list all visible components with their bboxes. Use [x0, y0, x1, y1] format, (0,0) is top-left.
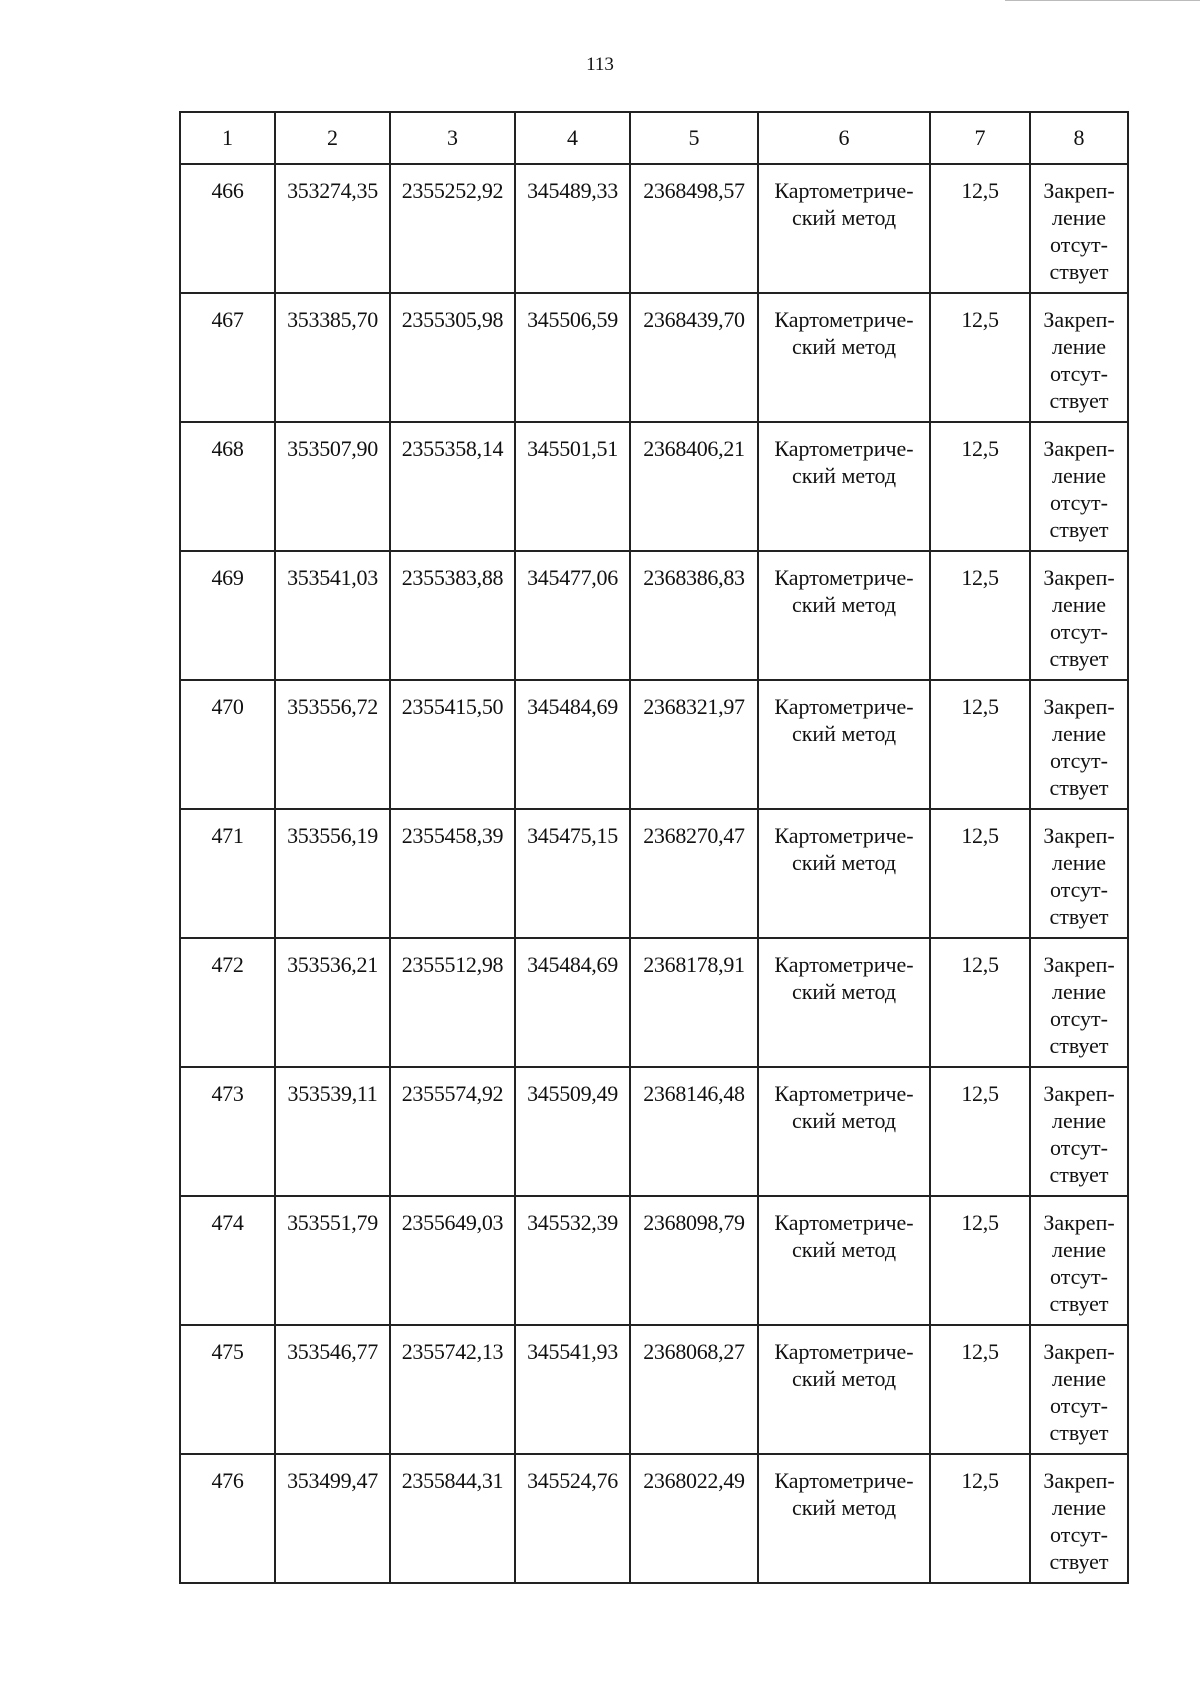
point-number-cell: 469 [180, 551, 275, 680]
coordinate-cell: 353556,19 [275, 809, 390, 938]
method-cell: Картометриче- ский метод [758, 422, 930, 551]
coordinate-cell: 2368270,47 [630, 809, 758, 938]
coordinate-cell: 353539,11 [275, 1067, 390, 1196]
coordinate-cell: 2355742,13 [390, 1325, 515, 1454]
accuracy-cell: 12,5 [930, 809, 1030, 938]
coordinate-cell: 353385,70 [275, 293, 390, 422]
table-body [180, 164, 1128, 1583]
point-number-cell: 476 [180, 1454, 275, 1583]
coordinate-cell: 345501,51 [515, 422, 630, 551]
fixation-cell: Закреп- ление отсут- ствует [1030, 1067, 1128, 1196]
coordinate-cell: 2355512,98 [390, 938, 515, 1067]
coordinate-cell: 345541,93 [515, 1325, 630, 1454]
method-cell: Картометриче- ский метод [758, 293, 930, 422]
point-number-cell: 466 [180, 164, 275, 293]
coordinate-cell: 2355574,92 [390, 1067, 515, 1196]
fixation-cell: Закреп- ление отсут- ствует [1030, 809, 1128, 938]
coordinate-cell: 353536,21 [275, 938, 390, 1067]
table-row [180, 164, 1128, 293]
coordinate-cell: 2368439,70 [630, 293, 758, 422]
column-header: 2 [275, 112, 390, 164]
coordinate-cell: 345477,06 [515, 551, 630, 680]
column-header: 5 [630, 112, 758, 164]
method-cell: Картометриче- ский метод [758, 551, 930, 680]
table-header-row [180, 112, 1128, 164]
method-cell: Картометриче- ский метод [758, 680, 930, 809]
accuracy-cell: 12,5 [930, 1325, 1030, 1454]
accuracy-cell: 12,5 [930, 551, 1030, 680]
fixation-cell: Закреп- ление отсут- ствует [1030, 1325, 1128, 1454]
method-cell: Картометриче- ский метод [758, 1325, 930, 1454]
accuracy-cell: 12,5 [930, 680, 1030, 809]
table-row [180, 1067, 1128, 1196]
accuracy-cell: 12,5 [930, 293, 1030, 422]
coordinate-cell: 353507,90 [275, 422, 390, 551]
point-number-cell: 468 [180, 422, 275, 551]
table-row [180, 680, 1128, 809]
method-cell: Картометриче- ский метод [758, 1454, 930, 1583]
fixation-cell: Закреп- ление отсут- ствует [1030, 551, 1128, 680]
column-header: 1 [180, 112, 275, 164]
coordinate-cell: 2355305,98 [390, 293, 515, 422]
coordinate-cell: 2355415,50 [390, 680, 515, 809]
coordinate-cell: 2368406,21 [630, 422, 758, 551]
coordinate-cell: 2368386,83 [630, 551, 758, 680]
table-row [180, 1196, 1128, 1325]
table-row [180, 422, 1128, 551]
method-cell: Картометриче- ский метод [758, 1067, 930, 1196]
fixation-cell: Закреп- ление отсут- ствует [1030, 938, 1128, 1067]
coordinate-cell: 2368321,97 [630, 680, 758, 809]
coordinate-cell: 345532,39 [515, 1196, 630, 1325]
fixation-cell: Закреп- ление отсут- ствует [1030, 293, 1128, 422]
point-number-cell: 471 [180, 809, 275, 938]
point-number-cell: 475 [180, 1325, 275, 1454]
column-header: 6 [758, 112, 930, 164]
column-header: 4 [515, 112, 630, 164]
point-number-cell: 467 [180, 293, 275, 422]
coordinate-cell: 353499,47 [275, 1454, 390, 1583]
fixation-cell: Закреп- ление отсут- ствует [1030, 164, 1128, 293]
accuracy-cell: 12,5 [930, 164, 1030, 293]
method-cell: Картометриче- ский метод [758, 809, 930, 938]
method-cell: Картометриче- ский метод [758, 164, 930, 293]
coordinate-cell: 345484,69 [515, 938, 630, 1067]
page-number: 113 [586, 54, 614, 75]
method-cell: Картометриче- ский метод [758, 938, 930, 1067]
table-row [180, 1325, 1128, 1454]
point-number-cell: 470 [180, 680, 275, 809]
table-row [180, 293, 1128, 422]
coordinate-cell: 353546,77 [275, 1325, 390, 1454]
coordinate-cell: 2355458,39 [390, 809, 515, 938]
coordinates-table [179, 111, 1129, 1584]
coordinate-cell: 345509,49 [515, 1067, 630, 1196]
column-header: 8 [1030, 112, 1128, 164]
accuracy-cell: 12,5 [930, 422, 1030, 551]
coordinate-cell: 2355252,92 [390, 164, 515, 293]
method-cell: Картометриче- ский метод [758, 1196, 930, 1325]
coordinate-cell: 345524,76 [515, 1454, 630, 1583]
coordinate-cell: 2355844,31 [390, 1454, 515, 1583]
column-header: 3 [390, 112, 515, 164]
coordinate-cell: 2368146,48 [630, 1067, 758, 1196]
accuracy-cell: 12,5 [930, 1067, 1030, 1196]
top-edge-rule [1005, 0, 1200, 2]
coordinate-cell: 345475,15 [515, 809, 630, 938]
coordinate-cell: 353541,03 [275, 551, 390, 680]
table-row [180, 809, 1128, 938]
fixation-cell: Закреп- ление отсут- ствует [1030, 422, 1128, 551]
coordinate-cell: 2368498,57 [630, 164, 758, 293]
coordinate-cell: 353551,79 [275, 1196, 390, 1325]
column-header: 7 [930, 112, 1030, 164]
coordinate-cell: 2355383,88 [390, 551, 515, 680]
accuracy-cell: 12,5 [930, 1196, 1030, 1325]
accuracy-cell: 12,5 [930, 938, 1030, 1067]
point-number-cell: 472 [180, 938, 275, 1067]
table-row [180, 1454, 1128, 1583]
point-number-cell: 473 [180, 1067, 275, 1196]
coordinate-cell: 345506,59 [515, 293, 630, 422]
point-number-cell: 474 [180, 1196, 275, 1325]
coordinate-cell: 353274,35 [275, 164, 390, 293]
fixation-cell: Закреп- ление отсут- ствует [1030, 680, 1128, 809]
coordinate-cell: 353556,72 [275, 680, 390, 809]
coordinate-cell: 2368178,91 [630, 938, 758, 1067]
coordinate-cell: 2368068,27 [630, 1325, 758, 1454]
fixation-cell: Закреп- ление отсут- ствует [1030, 1196, 1128, 1325]
coordinate-cell: 345489,33 [515, 164, 630, 293]
coordinate-cell: 2355649,03 [390, 1196, 515, 1325]
coordinate-cell: 345484,69 [515, 680, 630, 809]
fixation-cell: Закреп- ление отсут- ствует [1030, 1454, 1128, 1583]
accuracy-cell: 12,5 [930, 1454, 1030, 1583]
coordinate-cell: 2368098,79 [630, 1196, 758, 1325]
coordinate-cell: 2368022,49 [630, 1454, 758, 1583]
coordinate-cell: 2355358,14 [390, 422, 515, 551]
table-row [180, 551, 1128, 680]
table-row [180, 938, 1128, 1067]
